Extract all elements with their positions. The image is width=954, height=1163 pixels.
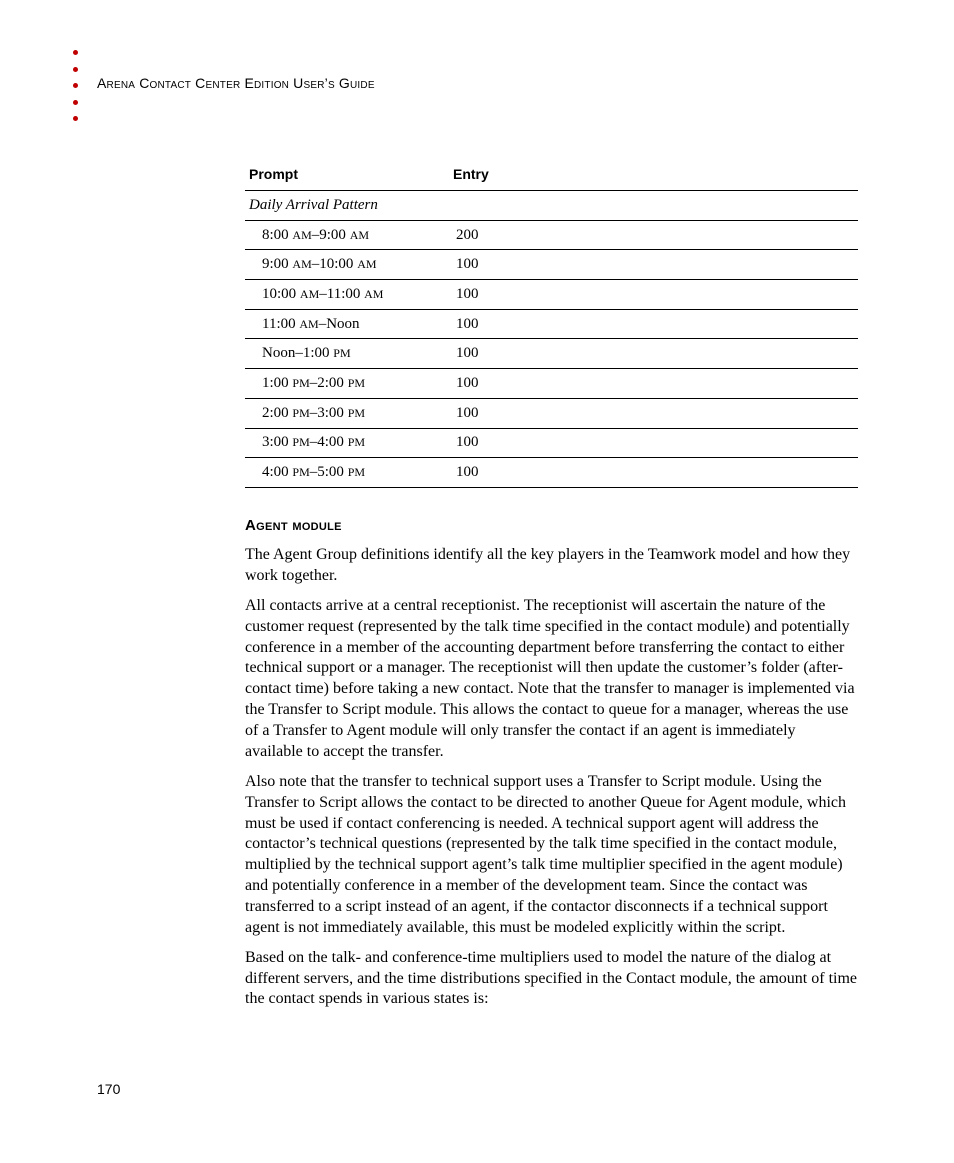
range-start: 3:00: [262, 434, 289, 451]
section-body: [245, 545, 857, 1020]
range-end: 11:00: [326, 285, 361, 302]
body-paragraph: The Agent Group definitions identify all the key players in the Teamwork model and how they work together.: [245, 546, 851, 584]
range-start: 2:00: [262, 404, 289, 421]
range-end: 1:00: [302, 345, 330, 362]
range-start-period: AM: [292, 227, 312, 242]
range-end: 10:00: [319, 256, 354, 273]
table-row: [245, 428, 858, 458]
table-row: [245, 339, 858, 369]
entry-cell: 100: [449, 458, 858, 488]
range-end: 9:00: [319, 226, 346, 243]
table-row: [245, 398, 858, 428]
range-end: 4:00: [317, 434, 344, 451]
range-start: 11:00: [262, 315, 296, 332]
bullet-dot-icon: [73, 116, 78, 121]
time-range-cell: 3:00 PM–4:00 PM: [245, 428, 449, 458]
group-label: Daily Arrival Pattern: [245, 191, 449, 221]
time-range-cell: 8:00 AM–9:00 AM: [245, 220, 449, 250]
range-start: 4:00: [262, 464, 289, 481]
table-row: [245, 309, 858, 339]
bullet-dot-icon: [73, 50, 78, 55]
table-group-row: [245, 191, 858, 221]
range-start: 8:00: [262, 226, 289, 243]
time-range-cell: 11:00 AM–Noon: [245, 309, 449, 339]
entry-cell: 100: [449, 339, 858, 369]
range-start-period: AM: [299, 316, 319, 331]
bullet-dot-icon: [73, 67, 78, 72]
table-row: [245, 220, 858, 250]
range-end: Noon: [326, 315, 360, 332]
range-start-period: PM: [292, 405, 310, 420]
table-row: [245, 250, 858, 280]
range-start: 10:00: [262, 285, 297, 302]
entry-cell: 100: [449, 280, 858, 310]
range-end-period: PM: [347, 465, 366, 480]
table-row: [245, 369, 858, 399]
range-start-period: PM: [292, 435, 310, 450]
column-header-entry: Entry: [449, 158, 858, 191]
entry-cell: 100: [449, 369, 858, 399]
body-paragraph: All contacts arrive at a central receptionist. The receptionist will ascertain the nature of the customer request (represented by the talk time specified in the contact module) and potentially conference in a member of the accounting department before transferring the contact to either technical support or a manager. The receptionist will then update the customer’s folder (after-contact time) before taking a new contact. Note that the transfer to manager is implemented via the Transfer to Script module. This allows the contact to queue for a manager, whereas the use of a Transfer to Agent module will only transfer the contact if an agent is immediately available to accept the transfer.: [245, 597, 855, 760]
running-head-title: Arena Contact Center Edition User’s Guide: [97, 75, 375, 91]
range-end-period: PM: [347, 375, 366, 390]
range-end: 3:00: [317, 404, 344, 421]
time-range-cell: Noon–1:00 PM: [245, 339, 449, 369]
range-start-period: AM: [299, 286, 320, 301]
range-end-period: PM: [347, 435, 366, 450]
entry-cell: 100: [449, 309, 858, 339]
range-start: 1:00: [262, 374, 289, 391]
table-row: [245, 458, 858, 488]
section-title: Agent module: [245, 517, 342, 534]
entry-cell: 100: [449, 398, 858, 428]
range-end: 2:00: [317, 374, 344, 391]
bullet-dot-icon: [73, 83, 78, 88]
table-row: [245, 280, 858, 310]
entry-cell: 100: [449, 428, 858, 458]
range-start-period: PM: [292, 375, 310, 390]
page-number: 170: [97, 1081, 121, 1097]
entry-cell: 100: [449, 250, 858, 280]
range-start: 9:00: [262, 256, 289, 273]
time-range-cell: 2:00 PM–3:00 PM: [245, 398, 449, 428]
range-end-period: PM: [347, 405, 366, 420]
time-range-cell: 9:00 AM–10:00 AM: [245, 250, 449, 280]
range-start-period: PM: [292, 465, 310, 480]
entry-cell: 200: [449, 220, 858, 250]
range-end-period: AM: [364, 286, 384, 301]
range-start-period: AM: [292, 257, 312, 272]
body-paragraph: Also note that the transfer to technical support uses a Transfer to Script module. Using the Transfer to Script allows the contact to be directed to another Queue for Agent module, which must be used if contact conferencing is needed. A technical support agent will address the contactor’s technical questions (represented by the talk time specified in the contact module, multiplied by the technical support agent’s talk time multiplier specified in the agent module) and potentially conference in a member of the development team. Since the contact was transferred to a script instead of an agent, if the contactor disconnects if a technical support agent is not immediately available, this must be modeled explicitly within the script.: [245, 772, 847, 936]
column-header-prompt: Prompt: [245, 158, 449, 191]
range-end: 5:00: [317, 464, 344, 481]
range-end-period: PM: [333, 346, 351, 361]
range-end-period: AM: [349, 227, 370, 242]
range-end-period: AM: [357, 257, 377, 272]
group-entry-empty: [449, 191, 858, 221]
time-range-cell: 1:00 PM–2:00 PM: [245, 369, 449, 399]
bullet-dot-icon: [73, 100, 78, 105]
table-header-row: [245, 158, 858, 191]
arrival-pattern-table: [245, 158, 858, 488]
body-paragraph: Based on the talk- and conference-time multipliers used to model the nature of the dialog at different servers, and the time distributions specified in the Contact module, the amount of time the contact spends in various states is:: [245, 948, 857, 1008]
range-start: Noon: [262, 345, 296, 362]
time-range-cell: 4:00 PM–5:00 PM: [245, 458, 449, 488]
time-range-cell: 10:00 AM–11:00 AM: [245, 280, 449, 310]
